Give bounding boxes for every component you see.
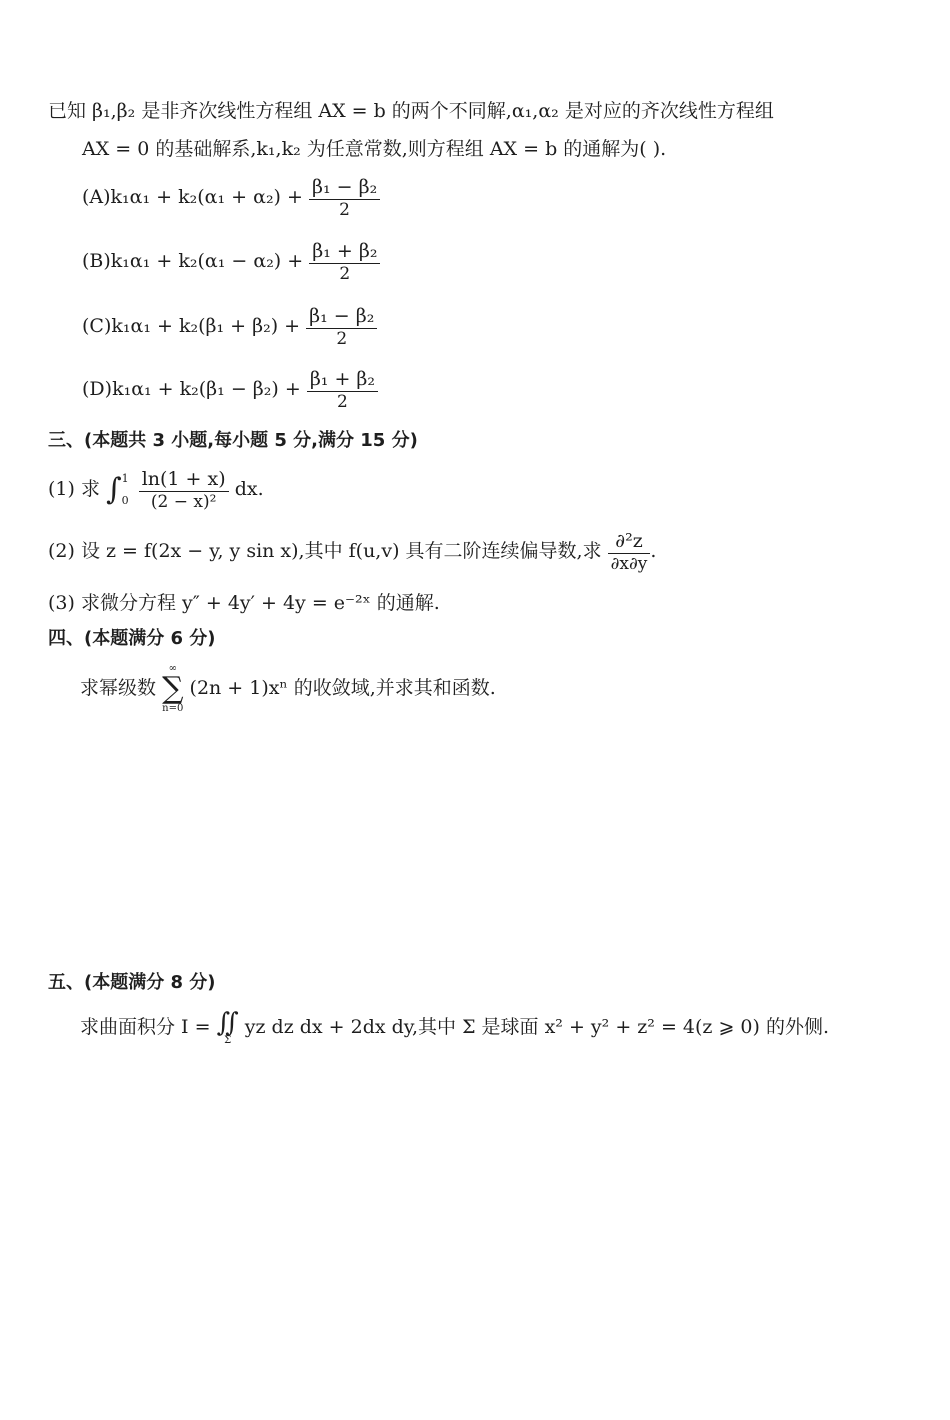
section5-pre: 求曲面积分 I = xyxy=(80,1016,211,1038)
sum-lower-limit: n=0 xyxy=(162,703,184,714)
option-fraction xyxy=(307,368,378,412)
q5-text-line2: AX = 0 的基础解系,k₁,k₂ 为任意常数,则方程组 AX = b 的通解为( ). xyxy=(82,138,667,160)
integral-limits xyxy=(122,468,129,512)
fraction-denominator: (2 − x)² xyxy=(150,491,217,512)
fraction-denominator: ∂x∂y xyxy=(610,553,648,574)
q5-text-line1: 已知 β₁,β₂ 是非齐次线性方程组 AX = b 的两个不同解,α₁,α₂ 是对应的齐次线性方程组 xyxy=(48,100,774,122)
section4-problem xyxy=(80,664,496,714)
fraction-numerator: β₁ − β₂ xyxy=(306,305,377,329)
integral-lower-limit: 0 xyxy=(121,494,129,508)
fraction-numerator: β₁ − β₂ xyxy=(309,176,380,200)
problem3-text: (3) 求微分方程 y″ + 4y′ + 4y = e⁻²ˣ 的通解. xyxy=(48,592,440,614)
fraction-numerator: β₁ + β₂ xyxy=(307,368,378,392)
q5-option-d xyxy=(82,368,378,412)
option-expr: k₁α₁ + k₂(α₁ + α₂) + xyxy=(110,186,303,209)
fraction-denominator: 2 xyxy=(337,391,348,412)
sigma-icon: ∑ xyxy=(162,671,184,706)
integral-lower-limit: Σ xyxy=(224,1035,232,1046)
section3-heading: 三、(本题共 3 小题,每小题 5 分,满分 15 分) xyxy=(48,430,418,451)
option-label: (B) xyxy=(82,250,111,273)
integrand-fraction xyxy=(139,468,229,512)
section3-problem3 xyxy=(48,592,440,615)
fraction-numerator: ln(1 + x) xyxy=(139,468,229,492)
option-label: (A) xyxy=(82,186,111,209)
option-label: (C) xyxy=(82,315,112,338)
option-expr: k₁α₁ + k₂(β₁ − β₂) + xyxy=(112,378,301,401)
problem2-text: (2) 设 z = f(2x − y, y sin x),其中 f(u,v) 具有二阶连续偏导数,求 xyxy=(48,540,602,563)
problem1-tail: dx. xyxy=(234,478,264,501)
problem2-tail: . xyxy=(650,540,657,563)
fraction-numerator: β₁ + β₂ xyxy=(309,240,380,264)
q5-option-c xyxy=(82,305,377,349)
summation xyxy=(162,664,183,714)
option-fraction xyxy=(306,305,377,349)
double-integral-icon: ∬ xyxy=(216,1008,239,1038)
section4-post: (2n + 1)xⁿ 的收敛域,并求其和函数. xyxy=(189,677,496,699)
partial-derivative-fraction xyxy=(608,530,651,574)
section4-heading: 四、(本题满分 6 分) xyxy=(48,628,216,649)
q5-option-b xyxy=(82,240,380,284)
fraction-denominator: 2 xyxy=(339,199,350,220)
section5-problem xyxy=(80,1010,829,1046)
option-label: (D) xyxy=(82,378,113,401)
option-expr: k₁α₁ + k₂(α₁ − α₂) + xyxy=(110,250,304,273)
sum-upper-limit: ∞ xyxy=(168,663,177,674)
q5-line2 xyxy=(82,138,666,161)
surface-integral xyxy=(217,1010,239,1046)
option-fraction xyxy=(309,176,380,220)
integral-upper-limit: 1 xyxy=(121,472,129,486)
q5-line1 xyxy=(48,100,774,123)
option-expr: k₁α₁ + k₂(β₁ + β₂) + xyxy=(111,315,301,338)
integral-sign-icon: ∫ xyxy=(106,472,122,508)
section5-heading: 五、(本题满分 8 分) xyxy=(48,972,216,993)
section5-post: yz dz dx + 2dx dy,其中 Σ 是球面 x² + y² + z² = 4(z ⩾ 0) 的外侧. xyxy=(244,1016,829,1038)
fraction-denominator: 2 xyxy=(336,328,348,349)
fraction-numerator: ∂²z xyxy=(608,530,651,554)
fraction-denominator: 2 xyxy=(339,263,351,284)
section3-problem1 xyxy=(48,468,264,512)
q5-option-a xyxy=(82,176,380,220)
problem1-label: (1) 求 xyxy=(48,478,100,501)
section4-pre: 求幂级数 xyxy=(80,677,157,699)
section3-problem2 xyxy=(48,530,656,574)
option-fraction xyxy=(309,240,380,284)
